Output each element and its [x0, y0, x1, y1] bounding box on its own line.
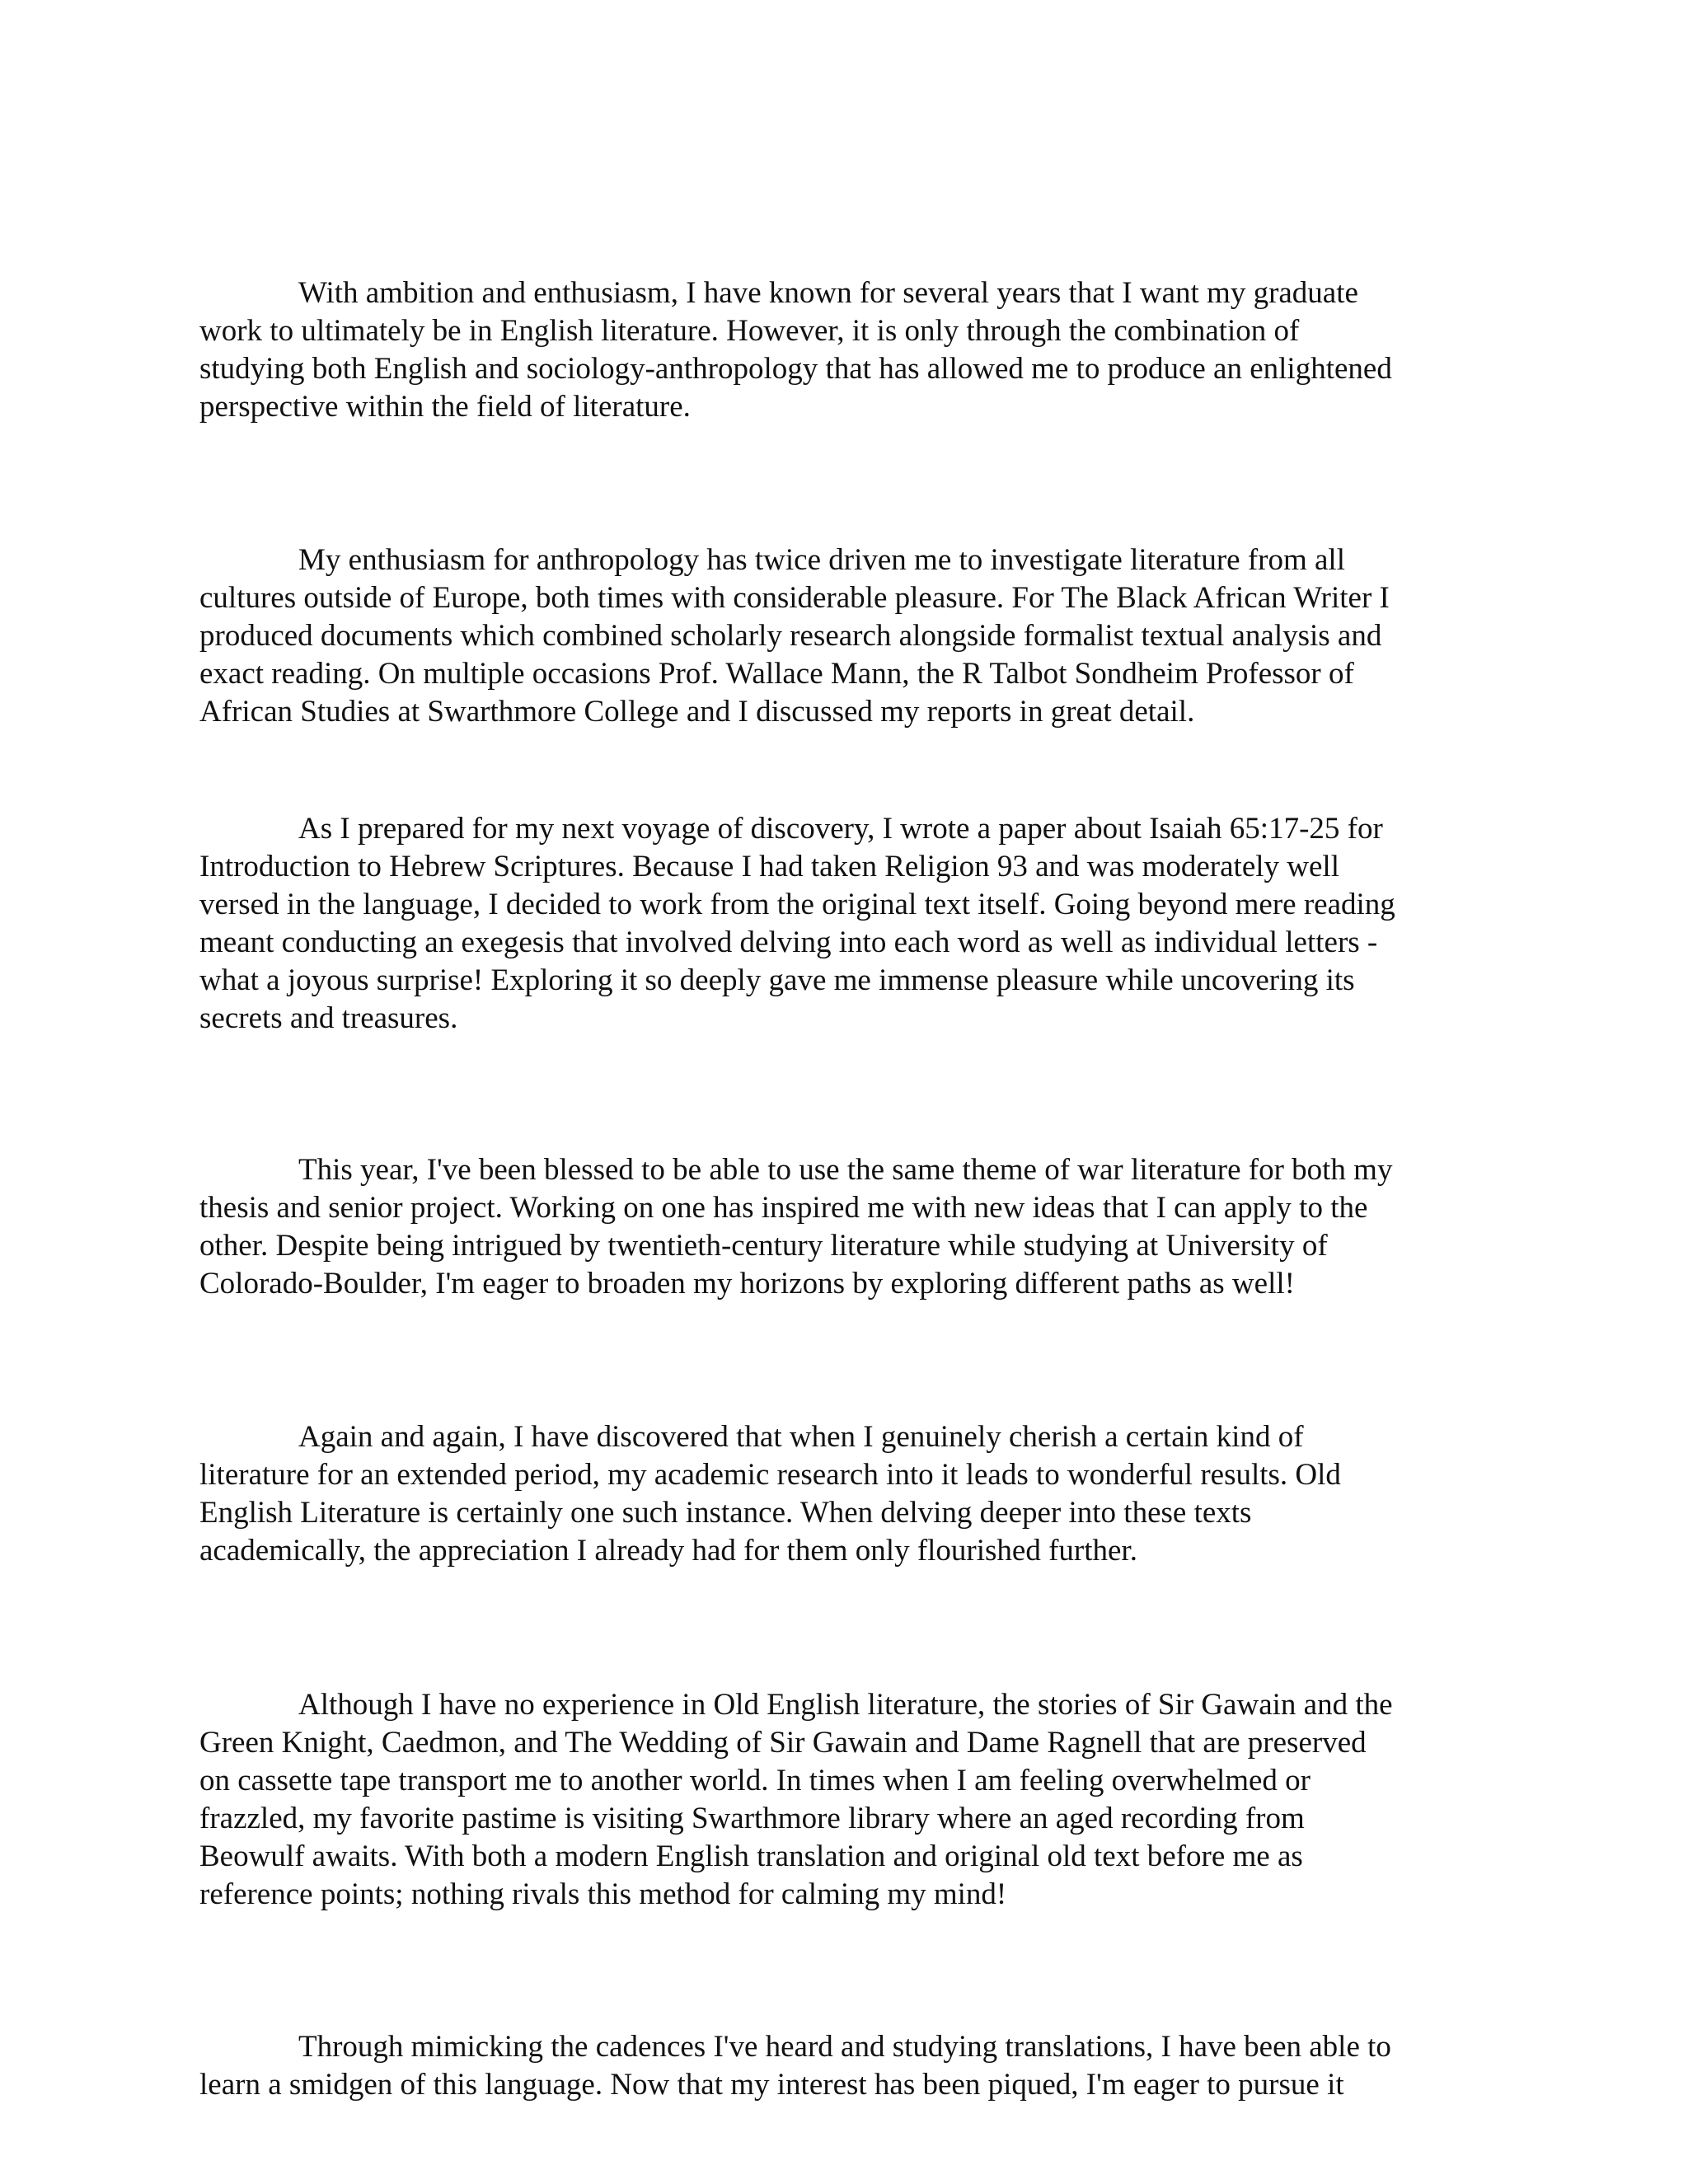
- paragraph: [199, 1151, 1518, 1303]
- paragraph: [199, 1418, 1518, 1570]
- paragraph-line: frazzled, my favorite pastime is visiting Swarthmore library where an aged recording from: [199, 1802, 1305, 1835]
- paragraph-line: My enthusiasm for anthropology has twice driven me to investigate literature from all: [298, 543, 1345, 577]
- paragraph-line: African Studies at Swarthmore College and I discussed my reports in great detail.: [199, 695, 1195, 729]
- paragraph-line: learn a smidgen of this language. Now that my interest has been piqued, I'm eager to pursue it: [199, 2068, 1344, 2102]
- paragraph-line: As I prepared for my next voyage of discovery, I wrote a paper about Isaiah 65:17-25 for: [298, 812, 1383, 846]
- paragraph-line: This year, I've been blessed to be able to use the same theme of war literature for both my: [298, 1153, 1393, 1187]
- paragraph: [199, 2028, 1518, 2104]
- paragraph-line: Beowulf awaits. With both a modern English translation and original old text before me as: [199, 1840, 1303, 1873]
- paragraph-line: reference points; nothing rivals this method for calming my mind!: [199, 1877, 1007, 1911]
- paragraph-line: meant conducting an exegesis that involved delving into each word as well as individual letters -: [199, 926, 1378, 959]
- paragraph-line: produced documents which combined scholarly research alongside formalist textual analysis and: [199, 619, 1382, 653]
- paragraph-line: Green Knight, Caedmon, and The Wedding of Sir Gawain and Dame Ragnell that are preserved: [199, 1726, 1367, 1760]
- paragraph-line: cultures outside of Europe, both times with considerable pleasure. For The Black African Writer I: [199, 581, 1390, 615]
- paragraph-line: exact reading. On multiple occasions Prof. Wallace Mann, the R Talbot Sondheim Professor of: [199, 657, 1354, 691]
- paragraph: [199, 274, 1518, 426]
- paragraph-line: what a joyous surprise! Exploring it so deeply gave me immense pleasure while uncovering its: [199, 963, 1355, 997]
- paragraph-line: Through mimicking the cadences I've heard and studying translations, I have been able to: [298, 2030, 1391, 2064]
- paragraph: [199, 541, 1518, 731]
- paragraph: [199, 1686, 1518, 1914]
- paragraph-line: literature for an extended period, my academic research into it leads to wonderful results. Old: [199, 1458, 1341, 1492]
- paragraph-line: work to ultimately be in English literature. However, it is only through the combination of: [199, 314, 1300, 348]
- paragraph: [199, 810, 1518, 1038]
- paragraph-line: versed in the language, I decided to work from the original text itself. Going beyond mere reading: [199, 888, 1395, 921]
- paragraph-line: secrets and treasures.: [199, 1001, 458, 1035]
- paragraph-line: With ambition and enthusiasm, I have known for several years that I want my graduate: [298, 276, 1358, 310]
- paragraph-line: English Literature is certainly one such instance. When delving deeper into these texts: [199, 1496, 1252, 1530]
- paragraph-line: Again and again, I have discovered that when I genuinely cherish a certain kind of: [298, 1420, 1304, 1454]
- paragraph-line: Although I have no experience in Old English literature, the stories of Sir Gawain and the: [298, 1688, 1393, 1722]
- paragraph-line: Introduction to Hebrew Scriptures. Because I had taken Religion 93 and was moderately well: [199, 850, 1339, 883]
- paragraph-line: academically, the appreciation I already had for them only flourished further.: [199, 1534, 1137, 1568]
- paragraph-line: other. Despite being intrigued by twentieth-century literature while studying at University of: [199, 1229, 1328, 1263]
- paragraph-line: studying both English and sociology-anthropology that has allowed me to produce an enlightened: [199, 352, 1392, 386]
- paragraph-line: Colorado-Boulder, I'm eager to broaden my horizons by exploring different paths as well!: [199, 1267, 1295, 1301]
- paragraph-line: perspective within the field of literature.: [199, 390, 691, 424]
- paragraph-line: thesis and senior project. Working on one has inspired me with new ideas that I can apply to the: [199, 1191, 1368, 1225]
- paragraph-line: on cassette tape transport me to another world. In times when I am feeling overwhelmed or: [199, 1764, 1311, 1797]
